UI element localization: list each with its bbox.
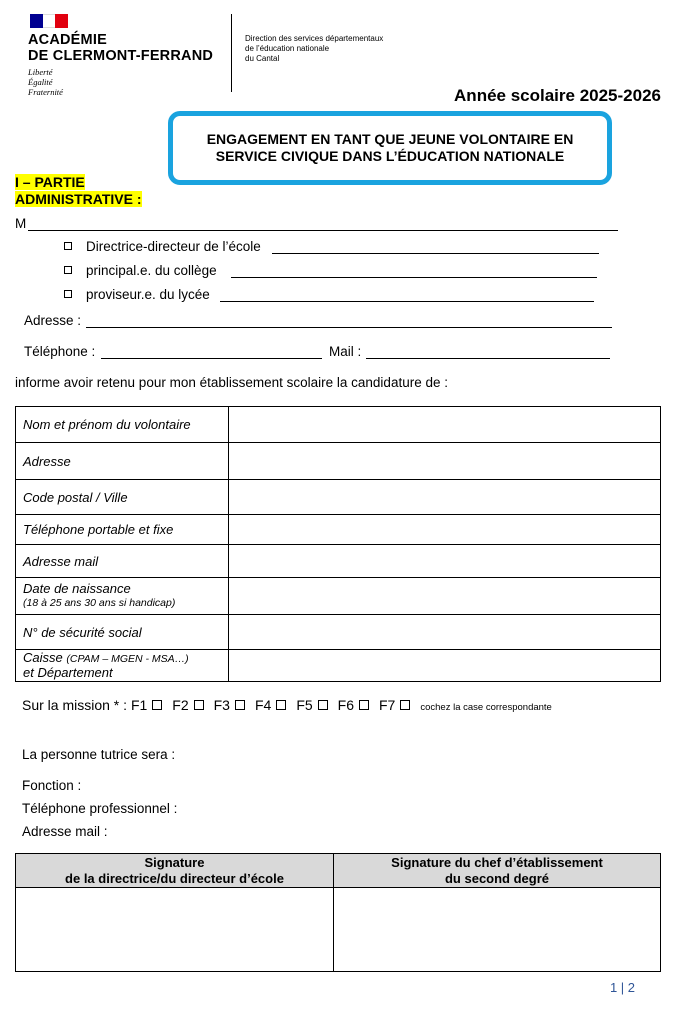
address-label: Adresse : <box>24 313 82 328</box>
tutor-phone-label: Téléphone professionnel : <box>22 801 178 816</box>
mail-line[interactable] <box>366 358 610 359</box>
mission-f5-checkbox[interactable] <box>318 700 328 710</box>
mission-f3-checkbox[interactable] <box>235 700 245 710</box>
row-label: Téléphone portable et fixe <box>16 515 229 545</box>
mail-label: Mail : <box>329 344 362 359</box>
row-label: Nom et prénom du volontaire <box>16 407 229 443</box>
option-school-director[interactable]: Directrice-directeur de l’école <box>64 239 261 255</box>
row-label: Caisse (CPAM – MGEN - MSA…) et Département <box>16 650 229 682</box>
mission-selector: Sur la mission * : F1 F2 F3 F4 F5 F6 F7 cochez la case correspondante <box>22 697 552 713</box>
page-number: 1 | 2 <box>609 980 635 995</box>
signature-header-director: Signature de la directrice/du directeur d’école <box>16 854 334 888</box>
row-label: N° de sécurité social <box>16 615 229 650</box>
mission-f1-checkbox[interactable] <box>152 700 162 710</box>
signature-header-row <box>16 854 661 888</box>
table-row <box>16 578 661 615</box>
school-director-line[interactable] <box>272 253 599 254</box>
m-label: M <box>15 216 27 231</box>
mission-f7-checkbox[interactable] <box>400 700 410 710</box>
header-divider <box>231 14 232 92</box>
table-row <box>16 545 661 578</box>
republic-motto: Liberté Égalité Fraternité <box>28 67 63 97</box>
row-value-field[interactable] <box>229 480 661 515</box>
signature-area-director[interactable] <box>16 888 334 972</box>
row-value-field[interactable] <box>229 407 661 443</box>
section-heading: I – PARTIE ADMINISTRATIVE : <box>15 174 142 207</box>
row-value-field[interactable] <box>229 650 661 682</box>
row-label: Adresse <box>16 443 229 480</box>
m-name-line[interactable] <box>28 230 618 231</box>
table-row <box>16 515 661 545</box>
row-label: Adresse mail <box>16 545 229 578</box>
row-value-field[interactable] <box>229 443 661 480</box>
signature-table <box>15 853 661 972</box>
option-lycee-proviseur[interactable]: proviseur.e. du lycée <box>64 287 210 303</box>
republic-flag-logo <box>30 14 68 28</box>
row-value-field[interactable] <box>229 545 661 578</box>
row-label: Code postal / Ville <box>16 480 229 515</box>
checkbox-icon[interactable] <box>64 266 72 274</box>
option-college-principal[interactable]: principal.e. du collège <box>64 263 217 279</box>
row-value-field[interactable] <box>229 515 661 545</box>
tutor-function-label: Fonction : <box>22 778 82 793</box>
row-value-field[interactable] <box>229 578 661 615</box>
checkbox-icon[interactable] <box>64 242 72 250</box>
checkbox-icon[interactable] <box>64 290 72 298</box>
mission-f4-checkbox[interactable] <box>276 700 286 710</box>
school-year: Année scolaire 2025-2026 <box>454 86 661 105</box>
table-row <box>16 650 661 682</box>
signature-row <box>16 888 661 972</box>
phone-label: Téléphone : <box>24 344 96 359</box>
signature-header-head: Signature du chef d’établissement du second degré <box>334 854 661 888</box>
table-row <box>16 407 661 443</box>
table-row <box>16 480 661 515</box>
address-line[interactable] <box>86 327 612 328</box>
dsden-name: Direction des services départementaux de l’éducation nationale du Cantal <box>245 34 384 63</box>
table-row <box>16 615 661 650</box>
informs-text: informe avoir retenu pour mon établissement scolaire la candidature de : <box>15 375 448 390</box>
document-title: ENGAGEMENT EN TANT QUE JEUNE VOLONTAIRE EN SERVICE CIVIQUE DANS L’ÉDUCATION NATIONALE <box>168 111 612 185</box>
mission-note: cochez la case correspondante <box>420 702 552 713</box>
row-value-field[interactable] <box>229 615 661 650</box>
tutor-intro: La personne tutrice sera : <box>22 747 176 762</box>
volunteer-table <box>15 406 661 682</box>
tutor-mail-label: Adresse mail : <box>22 824 108 839</box>
phone-line[interactable] <box>101 358 322 359</box>
mission-f2-checkbox[interactable] <box>194 700 204 710</box>
academy-name: ACADÉMIE DE CLERMONT-FERRAND <box>28 32 214 64</box>
mission-f6-checkbox[interactable] <box>359 700 369 710</box>
college-principal-line[interactable] <box>231 277 597 278</box>
row-label: Date de naissance (18 à 25 ans 30 ans si handicap) <box>16 578 229 615</box>
lycee-proviseur-line[interactable] <box>220 301 594 302</box>
signature-area-head[interactable] <box>334 888 661 972</box>
table-row <box>16 443 661 480</box>
